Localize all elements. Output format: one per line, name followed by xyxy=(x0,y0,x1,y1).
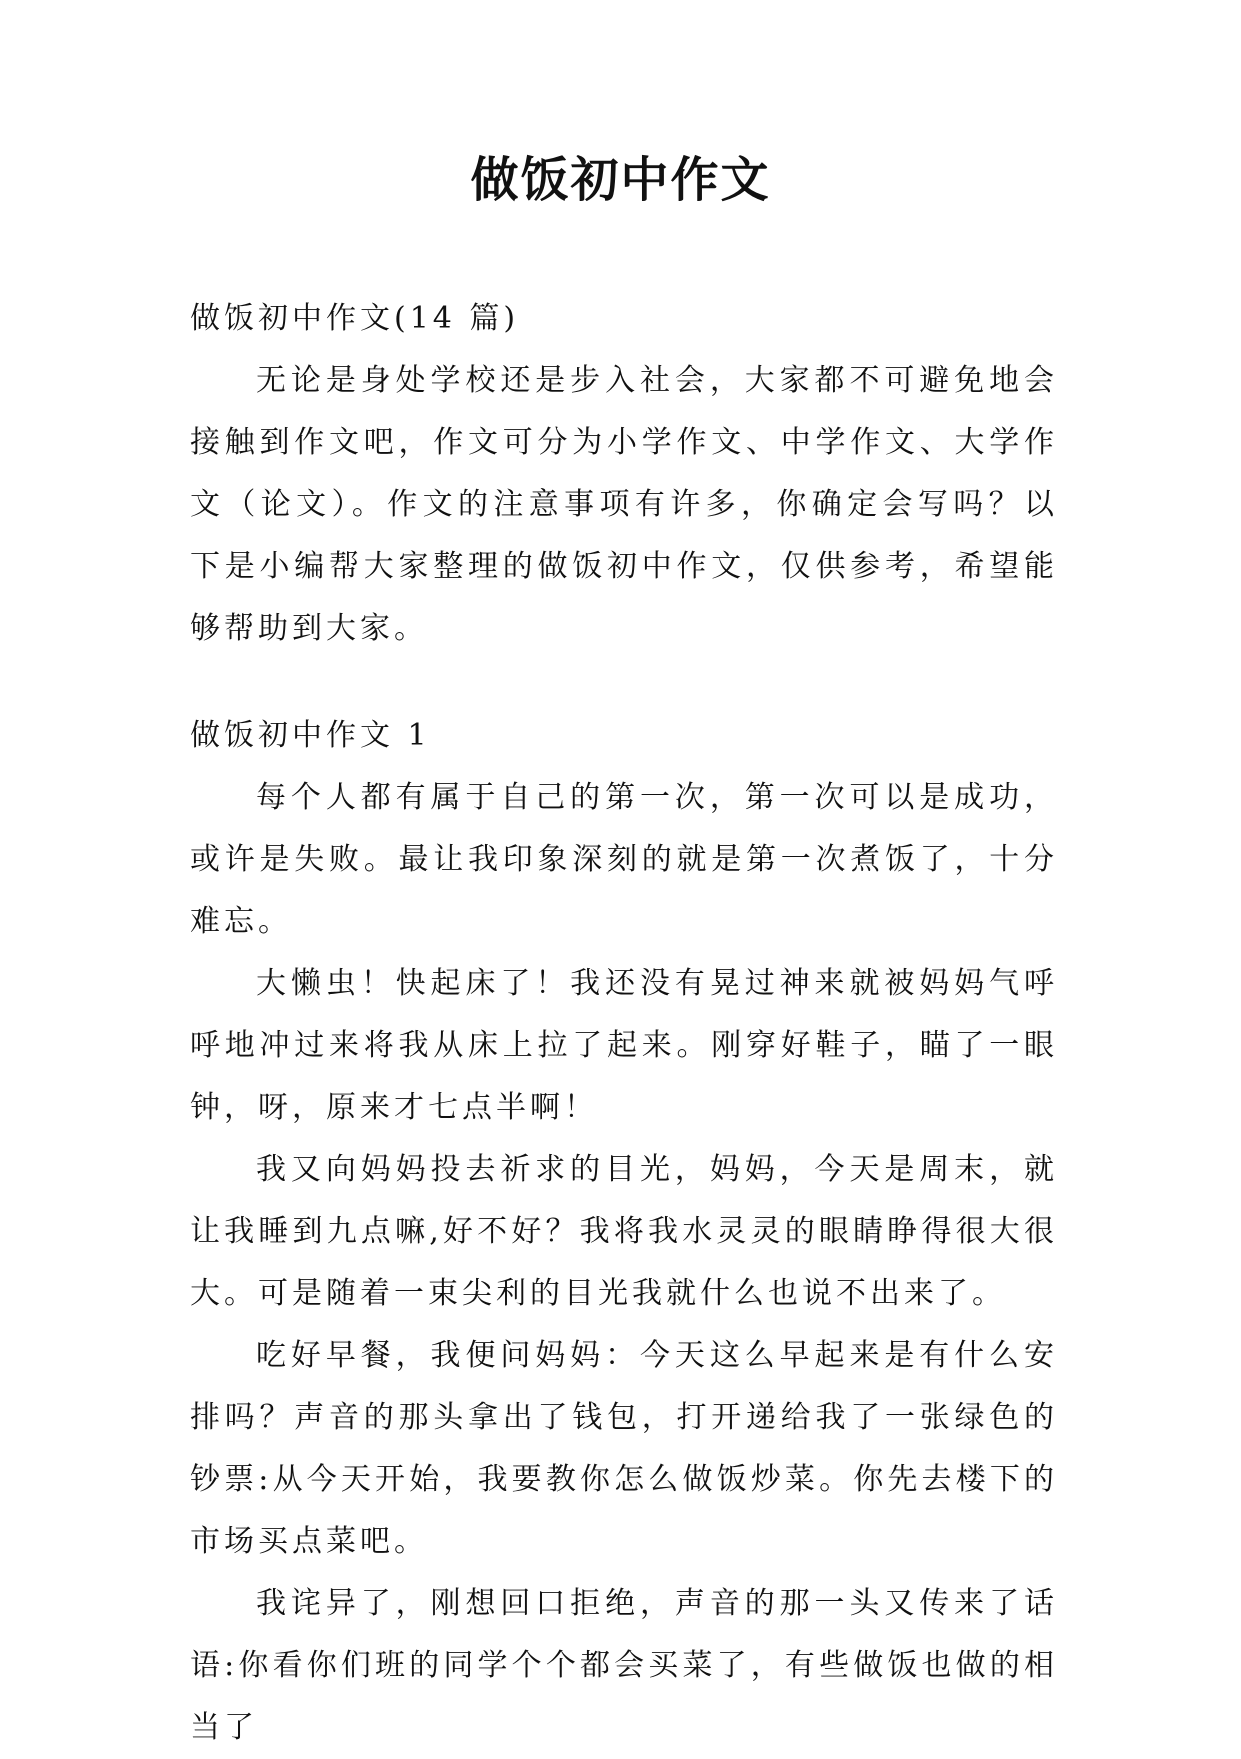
body-paragraph: 我诧异了，刚想回口拒绝，声音的那一头又传来了话语:你看你们班的同学个个都会买菜了，有些做饭也做的相当了 xyxy=(190,1586,1058,1745)
body-paragraph: 吃好早餐，我便问妈妈：今天这么早起来是有什么安排吗？声音的那头拿出了钱包，打开递给我了一张绿色的钞票:从今天开始，我要教你怎么做饭炒菜。你先去楼下的市场买点菜吧。 xyxy=(190,1338,1058,1559)
intro-paragraph: 无论是身处学校还是步入社会，大家都不可避免地会接触到作文吧，作文可分为小学作文、中学作文、大学作文（论文）。作文的注意事项有许多，你确定会写吗？以下是小编帮大家整理的做饭初中作文，仅供参考，希望能够帮助到大家。 xyxy=(190,363,1058,646)
document-title: 做饭初中作文 xyxy=(470,152,771,208)
body-paragraph: 每个人都有属于自己的第一次，第一次可以是成功，或许是失败。最让我印象深刻的就是第一次煮饭了，十分难忘。 xyxy=(190,780,1058,939)
body-paragraph: 大懒虫！快起床了！我还没有晃过神来就被妈妈气呼呼地冲过来将我从床上拉了起来。刚穿好鞋子，瞄了一眼钟，呀，原来才七点半啊！ xyxy=(190,966,1058,1125)
document-body xyxy=(190,288,1058,1759)
document-subtitle: 做饭初中作文(14 篇) xyxy=(190,301,520,336)
section-heading: 做饭初中作文 1 xyxy=(190,718,431,753)
body-paragraph: 我又向妈妈投去祈求的目光，妈妈，今天是周末，就让我睡到九点嘛,好不好？我将我水灵灵的眼睛睁得很大很大。可是随着一束尖利的目光我就什么也说不出来了。 xyxy=(190,1152,1058,1311)
